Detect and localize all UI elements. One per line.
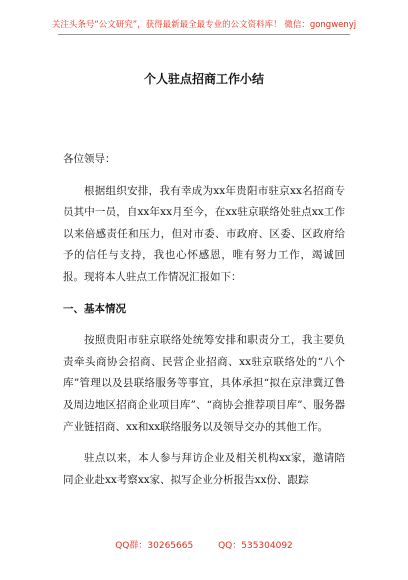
- header-divider: [58, 34, 350, 35]
- header-promo-note: 关注头条号“公文研究”，获得最新最全最专业的公文资料库！ 微信：gongwenyj: [51, 20, 357, 30]
- greeting: 各位领导：: [63, 153, 116, 165]
- document-body: [63, 149, 345, 501]
- paragraph-activities: 驻点以来，本人参与拜访企业及相关机构xx家，邀请陪同企业赴xx考察xx家、拟写企业分析报告xx份、跟踪: [63, 452, 345, 486]
- paragraph-intro: 根据组织安排，我有幸成为xx年贵阳市驻京xx名招商专员其中一员，自xx年xx月至今，在xx驻京联络处驻点xx工作以来倍感责任和压力，但对市委、市政府、区委、区政府给予的信任与支持，我也心怀感恩，唯有努力工作，竭诚回报。现将本人驻点工作情况汇报如下：: [63, 184, 345, 283]
- paragraph-duties: 按照贵阳市驻京联络处统筹安排和职责分工，我主要负责牵头商协会招商、民营企业招商、xx驻京联络处的“八个库”管理以及县联络服务等事宜，具体承担“拟在京津冀辽鲁及周边地区招商企业项目库”、“商协会推荐项目库”、服务器产业链招商、xx和xx联络服务以及领导交办的其他工作。: [63, 334, 345, 433]
- document-title: 个人驻点招商工作小结: [143, 72, 264, 86]
- footer-contact: [0, 538, 408, 551]
- section-heading-basic: 一、基本情况: [63, 302, 126, 315]
- footer-qq-group: QQ群：30265665: [115, 541, 194, 551]
- footer-qq: QQ：535304092: [218, 541, 293, 551]
